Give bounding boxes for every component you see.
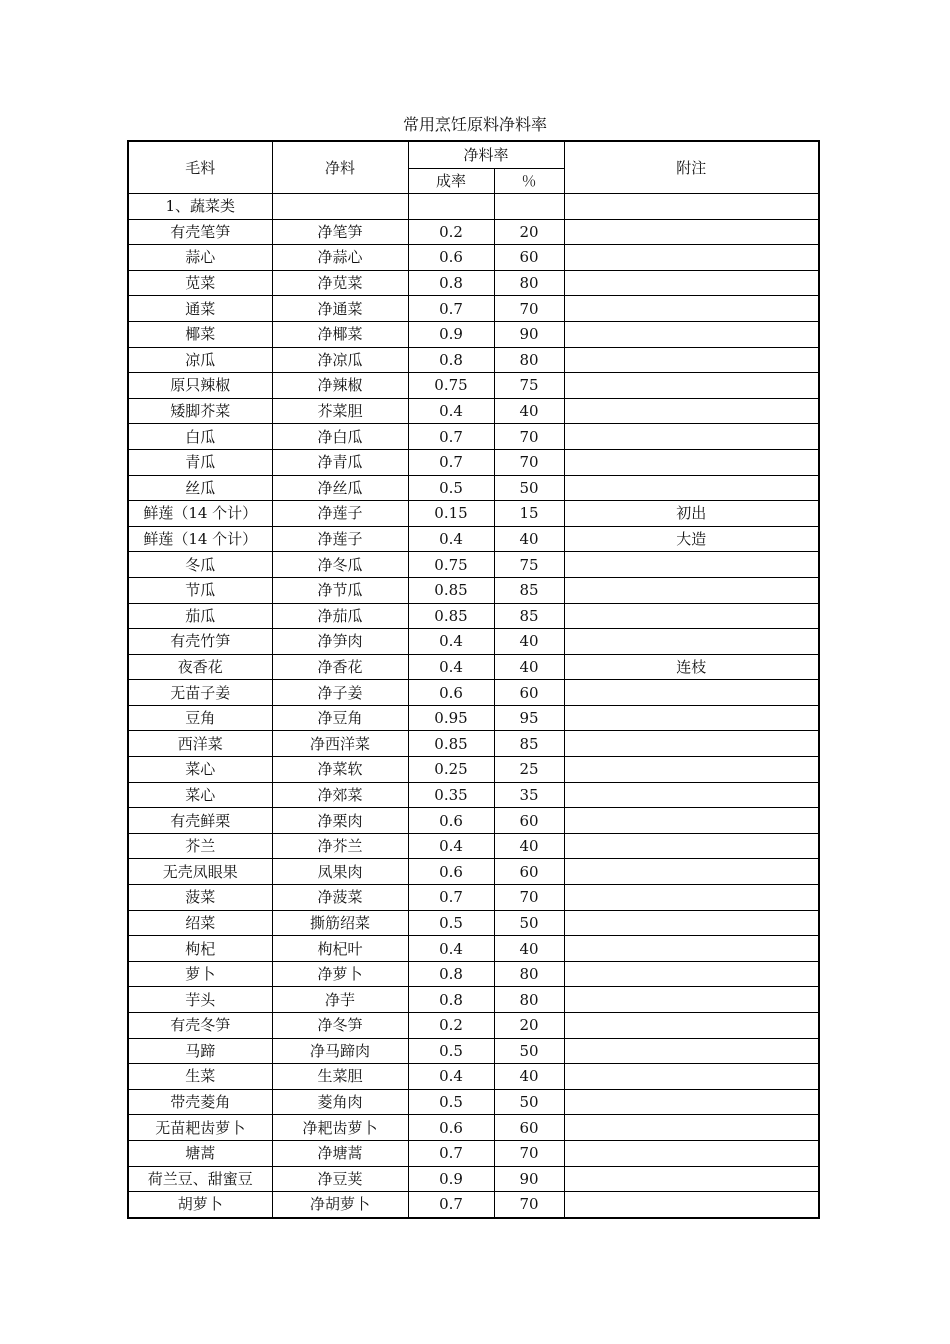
cell-ratio: 0.8 bbox=[408, 961, 494, 987]
table-row bbox=[128, 577, 819, 603]
cell-percent: 20 bbox=[494, 219, 564, 245]
cell-percent: 50 bbox=[494, 910, 564, 936]
table-row bbox=[128, 270, 819, 296]
cell-raw: 胡萝卜 bbox=[128, 1192, 272, 1218]
table-row bbox=[128, 296, 819, 322]
cell-net: 净笋肉 bbox=[272, 629, 408, 655]
cell-raw: 芥兰 bbox=[128, 833, 272, 859]
cell-note bbox=[564, 398, 819, 424]
cell-net: 净栗肉 bbox=[272, 808, 408, 834]
cell-ratio: 0.4 bbox=[408, 1064, 494, 1090]
cell-note bbox=[564, 424, 819, 450]
cell-raw: 菜心 bbox=[128, 782, 272, 808]
cell-note bbox=[564, 194, 819, 220]
cell-percent bbox=[494, 194, 564, 220]
cell-note bbox=[564, 782, 819, 808]
cell-ratio: 0.7 bbox=[408, 449, 494, 475]
cell-percent: 40 bbox=[494, 1064, 564, 1090]
cell-note bbox=[564, 270, 819, 296]
table-row bbox=[128, 603, 819, 629]
cell-note bbox=[564, 603, 819, 629]
table-row bbox=[128, 1115, 819, 1141]
cell-net: 净冬笋 bbox=[272, 1013, 408, 1039]
cell-ratio: 0.7 bbox=[408, 1192, 494, 1218]
cell-net: 净芥兰 bbox=[272, 833, 408, 859]
cell-ratio: 0.75 bbox=[408, 552, 494, 578]
table-row bbox=[128, 782, 819, 808]
cell-raw: 芋头 bbox=[128, 987, 272, 1013]
cell-note: 初出 bbox=[564, 501, 819, 527]
table-row bbox=[128, 885, 819, 911]
cell-net: 净椰菜 bbox=[272, 321, 408, 347]
cell-percent: 85 bbox=[494, 577, 564, 603]
cell-percent: 90 bbox=[494, 321, 564, 347]
header-percent: ％ bbox=[494, 169, 564, 194]
cell-raw: 有壳冬笋 bbox=[128, 1013, 272, 1039]
cell-percent: 60 bbox=[494, 808, 564, 834]
cell-note bbox=[564, 552, 819, 578]
cell-net: 净白瓜 bbox=[272, 424, 408, 450]
cell-raw: 荷兰豆、甜蜜豆 bbox=[128, 1166, 272, 1192]
cell-percent: 40 bbox=[494, 654, 564, 680]
header-net-rate: 净料率 bbox=[408, 141, 564, 169]
cell-ratio: 0.6 bbox=[408, 1115, 494, 1141]
cell-percent: 90 bbox=[494, 1166, 564, 1192]
cell-net: 净西洋菜 bbox=[272, 731, 408, 757]
cell-raw: 无苗子姜 bbox=[128, 680, 272, 706]
cell-note bbox=[564, 1115, 819, 1141]
cell-raw: 鲜莲（14 个计） bbox=[128, 501, 272, 527]
header-raw: 毛料 bbox=[128, 141, 272, 194]
cell-ratio: 0.9 bbox=[408, 321, 494, 347]
cell-note bbox=[564, 321, 819, 347]
cell-ratio: 0.2 bbox=[408, 1013, 494, 1039]
cell-note bbox=[564, 833, 819, 859]
cell-percent: 40 bbox=[494, 629, 564, 655]
table-row bbox=[128, 859, 819, 885]
cell-note bbox=[564, 373, 819, 399]
cell-note bbox=[564, 1089, 819, 1115]
cell-note bbox=[564, 1166, 819, 1192]
cell-percent: 50 bbox=[494, 1089, 564, 1115]
cell-raw: 有壳笔笋 bbox=[128, 219, 272, 245]
cell-ratio: 0.5 bbox=[408, 910, 494, 936]
table-row bbox=[128, 194, 819, 220]
cell-ratio: 0.5 bbox=[408, 1038, 494, 1064]
cell-net: 芥菜胆 bbox=[272, 398, 408, 424]
cell-raw: 无壳凤眼果 bbox=[128, 859, 272, 885]
cell-note bbox=[564, 1013, 819, 1039]
cell-ratio: 0.4 bbox=[408, 833, 494, 859]
cell-percent: 85 bbox=[494, 603, 564, 629]
cell-percent: 50 bbox=[494, 475, 564, 501]
cell-note bbox=[564, 885, 819, 911]
table-row bbox=[128, 347, 819, 373]
cell-percent: 25 bbox=[494, 757, 564, 783]
cell-percent: 70 bbox=[494, 1192, 564, 1218]
cell-percent: 80 bbox=[494, 347, 564, 373]
cell-percent: 40 bbox=[494, 526, 564, 552]
table-body bbox=[128, 194, 819, 1218]
cell-net: 撕筋绍菜 bbox=[272, 910, 408, 936]
table-row bbox=[128, 475, 819, 501]
cell-net: 净豆角 bbox=[272, 705, 408, 731]
cell-raw: 通菜 bbox=[128, 296, 272, 322]
cell-note bbox=[564, 629, 819, 655]
cell-percent: 80 bbox=[494, 987, 564, 1013]
cell-ratio: 0.25 bbox=[408, 757, 494, 783]
cell-ratio: 0.7 bbox=[408, 424, 494, 450]
cell-percent: 80 bbox=[494, 270, 564, 296]
cell-note bbox=[564, 1140, 819, 1166]
cell-net: 枸杞叶 bbox=[272, 936, 408, 962]
table-row bbox=[128, 705, 819, 731]
table-row bbox=[128, 245, 819, 271]
cell-percent: 35 bbox=[494, 782, 564, 808]
table-row bbox=[128, 936, 819, 962]
cell-note bbox=[564, 219, 819, 245]
cell-raw: 原只辣椒 bbox=[128, 373, 272, 399]
cell-note bbox=[564, 731, 819, 757]
cell-net: 净豆荚 bbox=[272, 1166, 408, 1192]
cell-note bbox=[564, 1064, 819, 1090]
cell-note bbox=[564, 859, 819, 885]
cell-raw: 豆角 bbox=[128, 705, 272, 731]
cell-note bbox=[564, 347, 819, 373]
cell-net: 净冬瓜 bbox=[272, 552, 408, 578]
cell-ratio: 0.15 bbox=[408, 501, 494, 527]
cell-raw: 茄瓜 bbox=[128, 603, 272, 629]
cell-note bbox=[564, 449, 819, 475]
header-note: 附注 bbox=[564, 141, 819, 194]
cell-net: 净胡萝卜 bbox=[272, 1192, 408, 1218]
cell-percent: 40 bbox=[494, 398, 564, 424]
table-row bbox=[128, 526, 819, 552]
cell-ratio: 0.8 bbox=[408, 987, 494, 1013]
cell-ratio: 0.4 bbox=[408, 936, 494, 962]
cell-percent: 80 bbox=[494, 961, 564, 987]
cell-raw: 夜香花 bbox=[128, 654, 272, 680]
cell-raw: 马蹄 bbox=[128, 1038, 272, 1064]
cell-note bbox=[564, 577, 819, 603]
cell-ratio: 0.5 bbox=[408, 475, 494, 501]
cell-net: 凤果肉 bbox=[272, 859, 408, 885]
cell-ratio: 0.35 bbox=[408, 782, 494, 808]
cell-raw: 萝卜 bbox=[128, 961, 272, 987]
table-row bbox=[128, 1064, 819, 1090]
cell-ratio: 0.85 bbox=[408, 731, 494, 757]
table-row bbox=[128, 1192, 819, 1218]
cell-raw: 节瓜 bbox=[128, 577, 272, 603]
cell-note bbox=[564, 1192, 819, 1218]
cell-net: 净郊菜 bbox=[272, 782, 408, 808]
table-row bbox=[128, 321, 819, 347]
cell-net: 净凉瓜 bbox=[272, 347, 408, 373]
cell-ratio: 0.85 bbox=[408, 603, 494, 629]
cell-percent: 75 bbox=[494, 552, 564, 578]
cell-percent: 50 bbox=[494, 1038, 564, 1064]
cell-percent: 60 bbox=[494, 680, 564, 706]
table-row bbox=[128, 987, 819, 1013]
cell-percent: 95 bbox=[494, 705, 564, 731]
table-row bbox=[128, 449, 819, 475]
table-row bbox=[128, 910, 819, 936]
cell-raw: 有壳鲜栗 bbox=[128, 808, 272, 834]
cell-note bbox=[564, 296, 819, 322]
table-row bbox=[128, 808, 819, 834]
cell-note: 大造 bbox=[564, 526, 819, 552]
table-row bbox=[128, 1140, 819, 1166]
cell-net: 净笔笋 bbox=[272, 219, 408, 245]
cell-percent: 75 bbox=[494, 373, 564, 399]
cell-raw: 矮脚芥菜 bbox=[128, 398, 272, 424]
table-row bbox=[128, 501, 819, 527]
cell-raw: 无苗耙齿萝卜 bbox=[128, 1115, 272, 1141]
cell-ratio: 0.6 bbox=[408, 680, 494, 706]
cell-ratio: 0.8 bbox=[408, 347, 494, 373]
cell-net: 净香花 bbox=[272, 654, 408, 680]
cell-note bbox=[564, 808, 819, 834]
table-row bbox=[128, 961, 819, 987]
table-row bbox=[128, 833, 819, 859]
cell-raw: 塘蒿 bbox=[128, 1140, 272, 1166]
table-row bbox=[128, 1089, 819, 1115]
cell-percent: 70 bbox=[494, 424, 564, 450]
cell-raw: 1、蔬菜类 bbox=[128, 194, 272, 220]
cell-ratio: 0.8 bbox=[408, 270, 494, 296]
cell-net: 净茄瓜 bbox=[272, 603, 408, 629]
cell-percent: 20 bbox=[494, 1013, 564, 1039]
cell-percent: 70 bbox=[494, 449, 564, 475]
cell-ratio: 0.4 bbox=[408, 654, 494, 680]
cell-net: 净苋菜 bbox=[272, 270, 408, 296]
cell-net: 净子姜 bbox=[272, 680, 408, 706]
cell-raw: 白瓜 bbox=[128, 424, 272, 450]
cell-note bbox=[564, 245, 819, 271]
cell-net: 净青瓜 bbox=[272, 449, 408, 475]
cell-percent: 40 bbox=[494, 833, 564, 859]
cell-raw: 菠菜 bbox=[128, 885, 272, 911]
cell-raw: 蒜心 bbox=[128, 245, 272, 271]
cell-ratio: 0.85 bbox=[408, 577, 494, 603]
cell-net: 净耙齿萝卜 bbox=[272, 1115, 408, 1141]
cell-ratio: 0.4 bbox=[408, 629, 494, 655]
table-row bbox=[128, 654, 819, 680]
cell-net: 净芋 bbox=[272, 987, 408, 1013]
table-row bbox=[128, 398, 819, 424]
cell-note bbox=[564, 987, 819, 1013]
cell-raw: 带壳菱角 bbox=[128, 1089, 272, 1115]
cell-percent: 85 bbox=[494, 731, 564, 757]
cell-percent: 60 bbox=[494, 245, 564, 271]
cell-percent: 70 bbox=[494, 885, 564, 911]
table-row bbox=[128, 1166, 819, 1192]
cell-net: 净节瓜 bbox=[272, 577, 408, 603]
cell-percent: 70 bbox=[494, 296, 564, 322]
cell-ratio: 0.7 bbox=[408, 885, 494, 911]
cell-raw: 凉瓜 bbox=[128, 347, 272, 373]
net-rate-table bbox=[127, 140, 820, 1219]
table-row bbox=[128, 373, 819, 399]
table-row bbox=[128, 680, 819, 706]
cell-note bbox=[564, 680, 819, 706]
cell-net: 净萝卜 bbox=[272, 961, 408, 987]
cell-percent: 70 bbox=[494, 1140, 564, 1166]
table-row bbox=[128, 219, 819, 245]
cell-ratio: 0.6 bbox=[408, 808, 494, 834]
cell-raw: 生菜 bbox=[128, 1064, 272, 1090]
cell-note bbox=[564, 1038, 819, 1064]
cell-ratio: 0.9 bbox=[408, 1166, 494, 1192]
cell-raw: 冬瓜 bbox=[128, 552, 272, 578]
table-row bbox=[128, 731, 819, 757]
cell-percent: 60 bbox=[494, 859, 564, 885]
cell-ratio bbox=[408, 194, 494, 220]
cell-note bbox=[564, 936, 819, 962]
cell-net: 净塘蒿 bbox=[272, 1140, 408, 1166]
cell-ratio: 0.7 bbox=[408, 296, 494, 322]
cell-net: 生菜胆 bbox=[272, 1064, 408, 1090]
cell-ratio: 0.4 bbox=[408, 526, 494, 552]
cell-note bbox=[564, 961, 819, 987]
cell-raw: 菜心 bbox=[128, 757, 272, 783]
cell-net: 净通菜 bbox=[272, 296, 408, 322]
cell-percent: 15 bbox=[494, 501, 564, 527]
cell-ratio: 0.4 bbox=[408, 398, 494, 424]
cell-net: 净菠菜 bbox=[272, 885, 408, 911]
cell-raw: 鲜莲（14 个计） bbox=[128, 526, 272, 552]
table-row bbox=[128, 757, 819, 783]
cell-percent: 60 bbox=[494, 1115, 564, 1141]
cell-raw: 苋菜 bbox=[128, 270, 272, 296]
cell-ratio: 0.75 bbox=[408, 373, 494, 399]
table-row bbox=[128, 629, 819, 655]
cell-raw: 青瓜 bbox=[128, 449, 272, 475]
cell-raw: 西洋菜 bbox=[128, 731, 272, 757]
cell-note bbox=[564, 757, 819, 783]
cell-net: 净莲子 bbox=[272, 526, 408, 552]
cell-net: 净莲子 bbox=[272, 501, 408, 527]
table-row bbox=[128, 552, 819, 578]
cell-ratio: 0.95 bbox=[408, 705, 494, 731]
cell-net: 净蒜心 bbox=[272, 245, 408, 271]
cell-ratio: 0.5 bbox=[408, 1089, 494, 1115]
cell-raw: 椰菜 bbox=[128, 321, 272, 347]
cell-net: 净菜软 bbox=[272, 757, 408, 783]
cell-net: 菱角肉 bbox=[272, 1089, 408, 1115]
page-title: 常用烹饪原料净料率 bbox=[402, 115, 547, 134]
table-row bbox=[128, 424, 819, 450]
cell-ratio: 0.6 bbox=[408, 245, 494, 271]
table-row bbox=[128, 1013, 819, 1039]
header-ratio: 成率 bbox=[408, 169, 494, 194]
header-net: 净料 bbox=[272, 141, 408, 194]
cell-raw: 绍菜 bbox=[128, 910, 272, 936]
cell-note: 连枝 bbox=[564, 654, 819, 680]
cell-note bbox=[564, 910, 819, 936]
cell-note bbox=[564, 475, 819, 501]
cell-net bbox=[272, 194, 408, 220]
cell-percent: 40 bbox=[494, 936, 564, 962]
cell-net: 净辣椒 bbox=[272, 373, 408, 399]
cell-note bbox=[564, 705, 819, 731]
cell-raw: 丝瓜 bbox=[128, 475, 272, 501]
cell-raw: 有壳竹笋 bbox=[128, 629, 272, 655]
table-row bbox=[128, 1038, 819, 1064]
cell-ratio: 0.7 bbox=[408, 1140, 494, 1166]
cell-ratio: 0.6 bbox=[408, 859, 494, 885]
cell-raw: 枸杞 bbox=[128, 936, 272, 962]
cell-net: 净丝瓜 bbox=[272, 475, 408, 501]
cell-ratio: 0.2 bbox=[408, 219, 494, 245]
cell-net: 净马蹄肉 bbox=[272, 1038, 408, 1064]
